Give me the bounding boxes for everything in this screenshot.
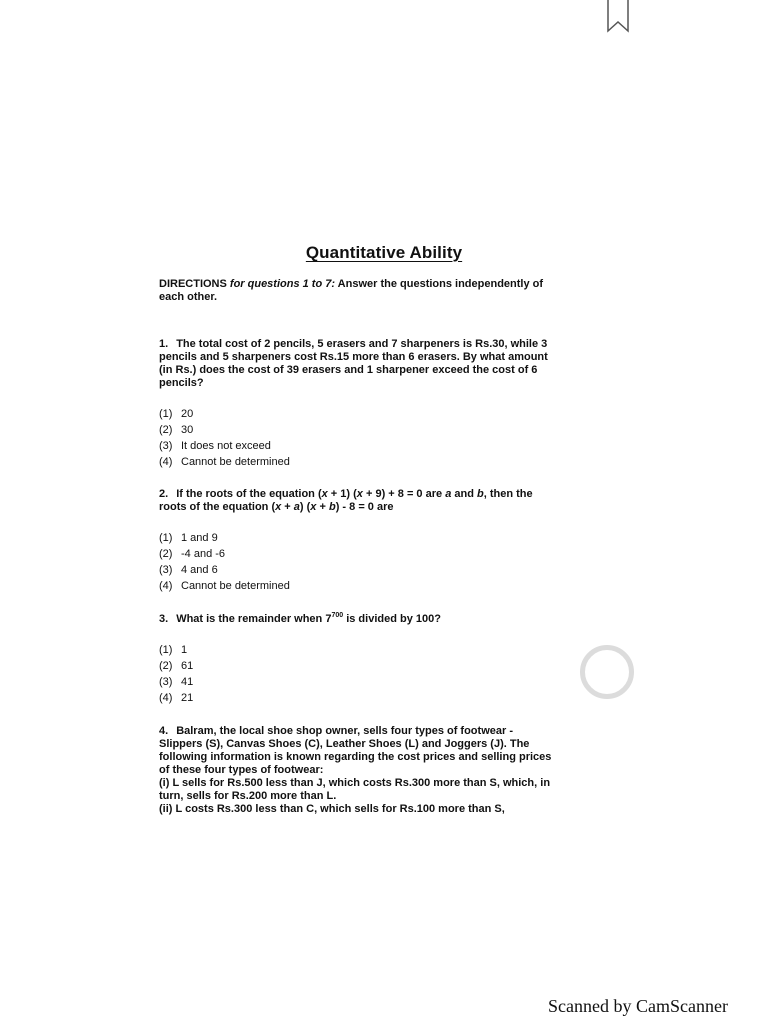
- option-list: [159, 530, 559, 594]
- option-item: (2) -4 and -6: [159, 548, 226, 560]
- question-text: 3. What is the remainder when $7^{700}$ is divided by 100?: [159, 612, 441, 625]
- option-item: (1) 1: [159, 644, 188, 656]
- option-item: (3) 41: [159, 676, 194, 688]
- option-item: (4) Cannot be determined: [159, 456, 290, 468]
- question-2: [159, 488, 559, 594]
- directions: [159, 278, 559, 304]
- directions-label: DIRECTIONS: [159, 278, 230, 290]
- condition-line: (ii) L costs Rs.300 less than C, which sells for Rs.100 more than S,: [159, 803, 505, 815]
- option-item: (2) 30: [159, 424, 194, 436]
- question-number: 2.: [159, 488, 169, 500]
- option-item: (3) 4 and 6: [159, 564, 218, 576]
- page-title: Quantitative Ability: [305, 243, 463, 262]
- loading-spinner: [580, 645, 634, 699]
- question-body: The total cost of 2 pencils, 5 erasers and 7 sharpeners is Rs.30, while 3 pencils and 5 sharpeners cost Rs.15 more than 6 erasers. By what amount (in Rs.) does the cost of 39 erasers and 1 sharpener exceed the cost of 6 pencils?: [159, 338, 548, 389]
- question-number: 3.: [159, 613, 169, 625]
- question-4: [159, 725, 559, 816]
- option-item: (1) 20: [159, 408, 194, 420]
- question-3: [159, 613, 559, 706]
- scanner-watermark: Scanned by CamScanner: [548, 996, 728, 1016]
- directions-text: Answer the questions independently of each other.: [159, 278, 544, 303]
- question-number: 4.: [159, 725, 169, 737]
- option-item: (1) 1 and 9: [159, 532, 218, 544]
- condition-line: (i) L sells for Rs.500 less than J, which costs Rs.300 more than S, which, in turn, sells for Rs.200 more than L.: [159, 777, 551, 802]
- option-list: [159, 642, 559, 706]
- bookmark-icon[interactable]: [606, 0, 630, 34]
- option-list: [159, 406, 559, 470]
- option-item: (4) Cannot be determined: [159, 580, 290, 592]
- question-number: 1.: [159, 338, 169, 350]
- document-content: [159, 278, 559, 815]
- option-item: (4) 21: [159, 692, 194, 704]
- option-item: (3) It does not exceed: [159, 440, 271, 452]
- exponent: 700: [331, 612, 344, 619]
- question-text: [159, 338, 559, 390]
- option-item: (2) 61: [159, 660, 194, 672]
- question-1: [159, 338, 559, 470]
- question-text: 2. If the roots of the equation (x + 1) (x + 9) + 8 = 0 are a and b, then the roots of the equation (x + a) (x + b) - 8 = 0 are: [159, 488, 533, 513]
- directions-scope: for questions 1 to 7:: [229, 278, 336, 290]
- question-text: [159, 725, 559, 777]
- question-body: Balram, the local shoe shop owner, sells four types of footwear - Slippers (S), Canvas Shoes (C), Leather Shoes (L) and Joggers (J). The following information is known regarding the cost prices and selling prices of these four types of footwear:: [159, 725, 552, 776]
